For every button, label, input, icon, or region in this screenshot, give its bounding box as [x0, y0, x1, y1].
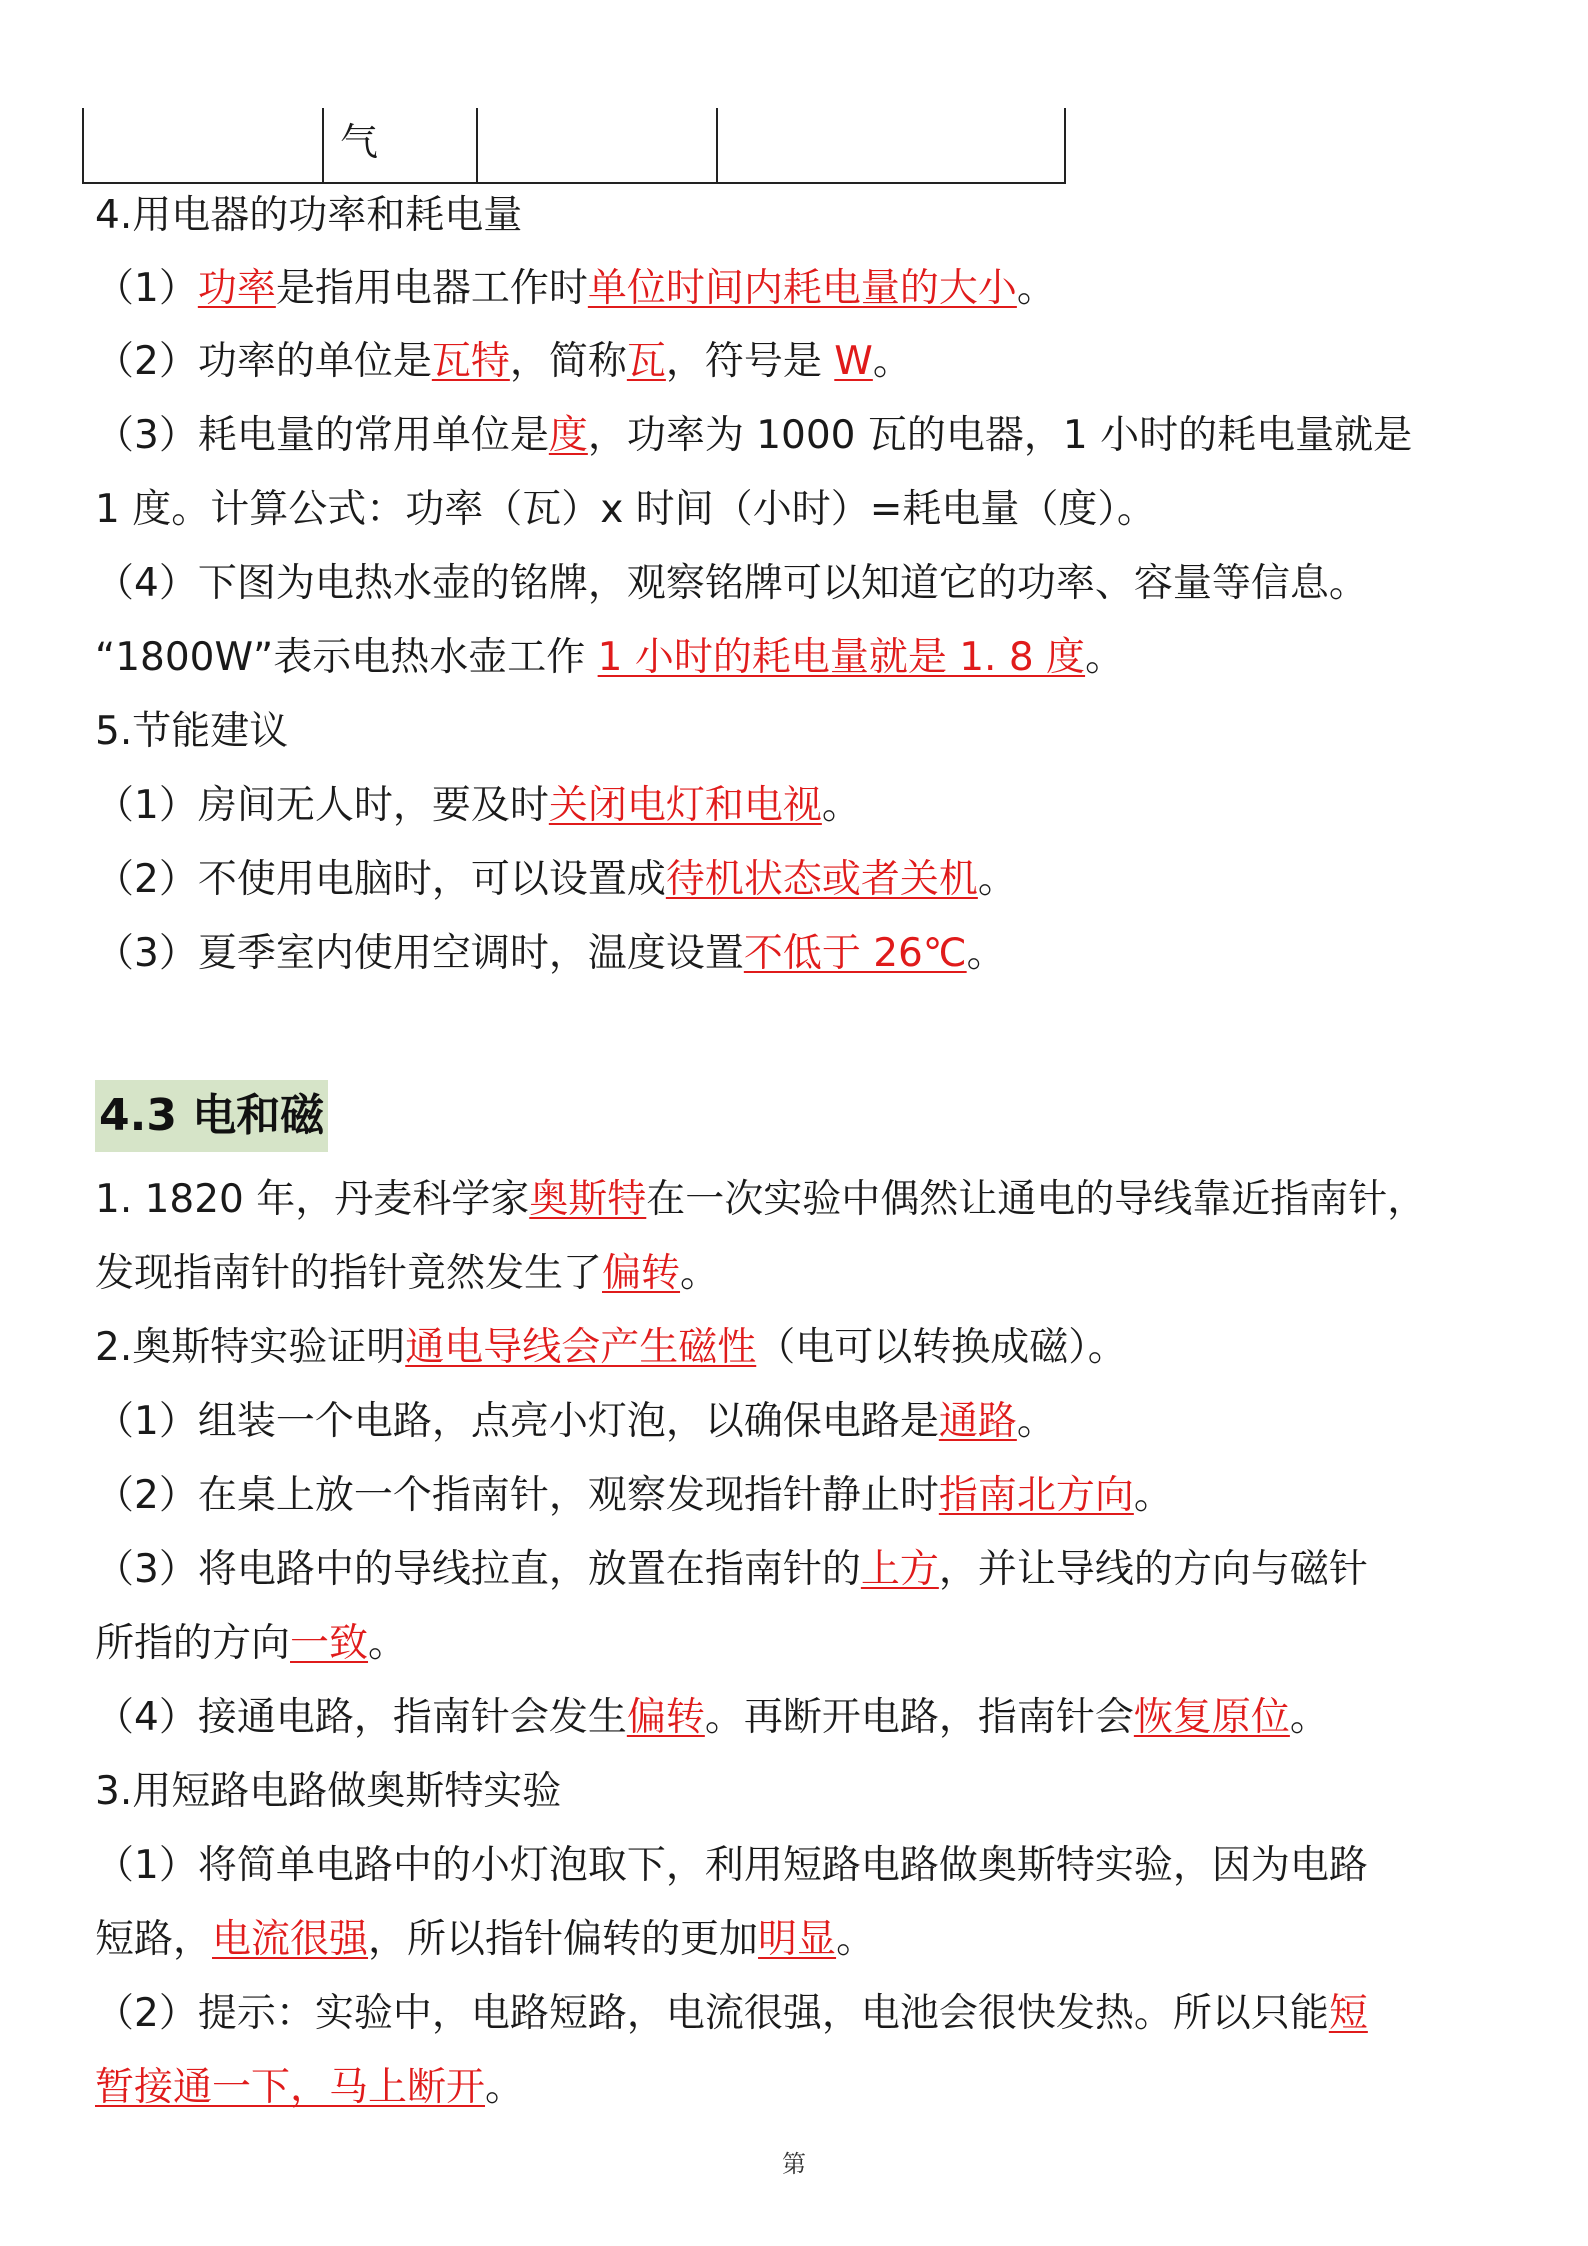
p2-step-3b: 所指的方向一致。 — [95, 1621, 408, 1666]
s5-line-3: （3）夏季室内使用空调时，温度设置不低于 26℃。 — [95, 931, 1006, 976]
s4-line-4b: “1800W”表示电热水壶工作 1 小时的耗电量就是 1. 8 度。 — [95, 635, 1125, 680]
p3-step-1b: 短路，电流很强，所以指针偏转的更加明显。 — [95, 1917, 876, 1962]
table-divider — [476, 108, 478, 182]
answer-blank: 功率 — [197, 266, 276, 311]
p3-step-1a: （1）将简单电路中的小灯泡取下，利用短路电路做奥斯特实验，因为电路 — [95, 1843, 1368, 1888]
answer-blank: 瓦特 — [431, 339, 510, 384]
s5-line-2: （2）不使用电脑时，可以设置成待机状态或者关机。 — [95, 857, 1017, 902]
s4-line-4a: （4）下图为电热水壶的铭牌，观察铭牌可以知道它的功率、容量等信息。 — [95, 561, 1368, 606]
page-footer: 第 — [782, 2150, 806, 2178]
answer-blank: 待机状态或者关机 — [665, 857, 978, 902]
answer-blank: 偏转 — [602, 1251, 681, 1296]
s4-line-2: （2）功率的单位是瓦特，简称瓦，符号是 W。 — [95, 339, 912, 384]
table-divider — [322, 108, 324, 182]
answer-blank: 明显 — [758, 1917, 837, 1962]
p2-step-3a: （3）将电路中的导线拉直，放置在指南针的上方，并让导线的方向与磁针 — [95, 1547, 1368, 1592]
table-cell-text: 气 — [340, 120, 379, 164]
answer-blank: 奥斯特 — [529, 1177, 647, 1222]
answer-blank: W — [834, 339, 873, 384]
p1-line-1: 1. 1820 年，丹麦科学家奥斯特在一次实验中偶然让通电的导线靠近指南针， — [95, 1177, 1427, 1222]
answer-blank: 度 — [548, 413, 588, 458]
p2-line-1: 2.奥斯特实验证明通电导线会产生磁性（电可以转换成磁）。 — [95, 1325, 1127, 1370]
s4-line-3a: （3）耗电量的常用单位是度，功率为 1000 瓦的电器，1 小时的耗电量就是 — [95, 413, 1413, 458]
answer-blank: 不低于 26℃ — [743, 931, 967, 976]
s4-line-3b: 1 度。计算公式：功率（瓦）x 时间（小时）=耗电量（度）。 — [95, 487, 1156, 532]
section-title: 4.3 电和磁 — [95, 1080, 328, 1152]
answer-blank: 通电导线会产生磁性 — [405, 1325, 757, 1370]
answer-blank: 1 小时的耗电量就是 1. 8 度 — [597, 635, 1086, 680]
p3-step-2b: 暂接通一下，马上断开。 — [95, 2065, 525, 2110]
answer-blank: 一致 — [290, 1621, 369, 1666]
p1-line-2: 发现指南针的指针竟然发生了偏转。 — [95, 1251, 720, 1296]
heading-energy-saving: 5.节能建议 — [95, 709, 289, 754]
answer-blank: 恢复原位 — [1133, 1695, 1290, 1740]
answer-blank: 偏转 — [626, 1695, 705, 1740]
heading-short-circuit-experiment: 3.用短路电路做奥斯特实验 — [95, 1769, 562, 1814]
s4-line-1: （1）功率是指用电器工作时单位时间内耗电量的大小。 — [95, 266, 1056, 311]
p3-step-2a: （2）提示：实验中，电路短路，电流很强，电池会很快发热。所以只能短 — [95, 1991, 1368, 2036]
p2-step-2: （2）在桌上放一个指南针，观察发现指针静止时指南北方向。 — [95, 1473, 1173, 1518]
p2-step-4: （4）接通电路，指南针会发生偏转。再断开电路，指南针会恢复原位。 — [95, 1695, 1329, 1740]
answer-blank: 关闭电灯和电视 — [548, 783, 822, 828]
answer-blank: 单位时间内耗电量的大小 — [587, 266, 1017, 311]
answer-blank: 通路 — [938, 1399, 1017, 1444]
answer-blank: 上方 — [860, 1547, 939, 1592]
s5-line-1: （1）房间无人时，要及时关闭电灯和电视。 — [95, 783, 861, 828]
answer-blank: 暂接通一下，马上断开 — [95, 2065, 486, 2110]
answer-blank: 短 — [1328, 1991, 1368, 2036]
answer-blank: 电流很强 — [212, 1917, 369, 1962]
answer-blank: 指南北方向 — [938, 1473, 1134, 1518]
table-fragment — [82, 108, 1066, 184]
answer-blank: 瓦 — [626, 339, 666, 384]
heading-power-energy: 4.用电器的功率和耗电量 — [95, 193, 523, 238]
table-divider — [716, 108, 718, 182]
p2-step-1: （1）组装一个电路，点亮小灯泡，以确保电路是通路。 — [95, 1399, 1056, 1444]
